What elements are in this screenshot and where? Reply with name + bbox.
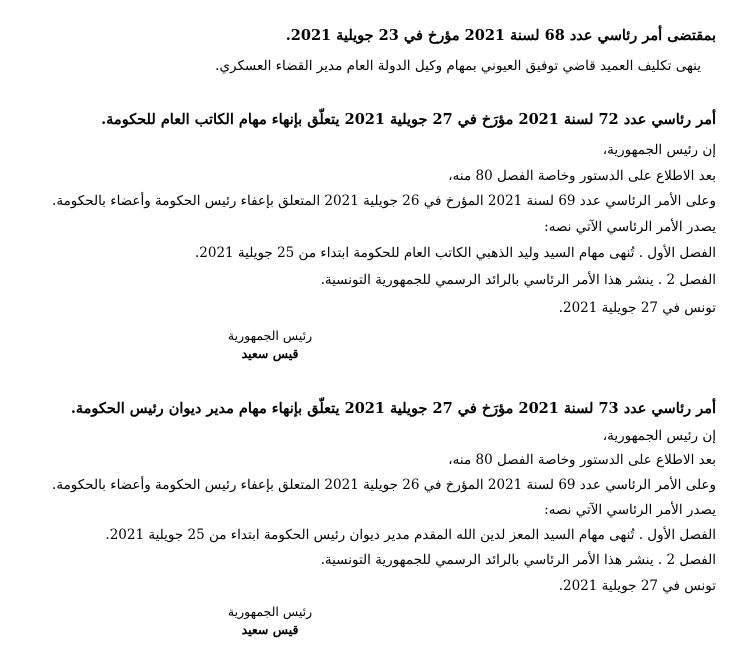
signature-name: قيس سعيد (241, 622, 299, 637)
decree-72-line: وعلى الأمر الرئاسي عدد 69 لسنة 2021 المؤرخ في 26 جويلية 2021 المتعلق بإعفاء رئيس الحكومة وأعضاء بالحكومة. (52, 193, 716, 209)
decree-68-title: بمقتضى أمر رئاسي عدد 68 لسنة 2021 مؤرخ في 23 جويلية 2021. (285, 27, 716, 44)
decree-73-line: تونس في 27 جويلية 2021. (558, 578, 716, 594)
decree-73-line: إن رئيس الجمهورية، (602, 428, 716, 444)
decree-73-line: الفصل 2 . ينشر هذا الأمر الرئاسي بالرائد الرسمي للجمهورية التونسية. (320, 552, 716, 568)
decree-73-line: يصدر الأمر الرئاسي الآتي نصه: (544, 502, 716, 518)
decree-73-line: وعلى الأمر الرئاسي عدد 69 لسنة 2021 المؤرخ في 26 جويلية 2021 المتعلق بإعفاء رئيس الحكومة وأعضاء بالحكومة. (52, 477, 716, 493)
decree-73-line: الفصل الأول . تُنهى مهام السيد المعز لدين الله المقدم مدير ديوان رئيس الحكومة ابتداء من 25 جويلية 2021. (105, 527, 716, 543)
decree-72-line: تونس في 27 جويلية 2021. (558, 300, 716, 316)
signature-name: قيس سعيد (241, 346, 299, 361)
decree-72-line: يصدر الأمر الرئاسي الآتي نصه: (544, 219, 716, 235)
decree-72-title: أمر رئاسي عدد 72 لسنة 2021 مؤرَخ في 27 جويلية 2021 يتعلّق بإنهاء مهام الكاتب العام للحكومة. (101, 111, 716, 128)
decree-73-line: بعد الاطلاع على الدستور وخاصة الفصل 80 منه، (448, 452, 716, 468)
decree-73-title: أمر رئاسي عدد 73 لسنة 2021 مؤرَخ في 27 جويلية 2021 يتعلّق بإنهاء مهام مدير ديوان رئيس الحكومة. (70, 400, 716, 417)
signature-role: رئيس الجمهورية (227, 328, 313, 343)
decree-72-line: بعد الاطلاع على الدستور وخاصة الفصل 80 منه، (448, 168, 716, 184)
decree-72-line: الفصل 2 . ينشر هذا الأمر الرئاسي بالرائد الرسمي للجمهورية التونسية. (320, 272, 716, 288)
decree-68-body: ينهى تكليف العميد قاضي توفيق العيوني بمهام وكيل الدولة العام مدير القضاء العسكري. (215, 58, 701, 74)
decree-72-line: إن رئيس الجمهورية، (602, 142, 716, 158)
decree-72-line: الفصل الأول . تُنهى مهام السيد وليد الذهبي الكاتب العام للحكومة ابتداء من 25 جويلية 2021. (194, 245, 716, 261)
signature-role: رئيس الجمهورية (227, 604, 313, 619)
